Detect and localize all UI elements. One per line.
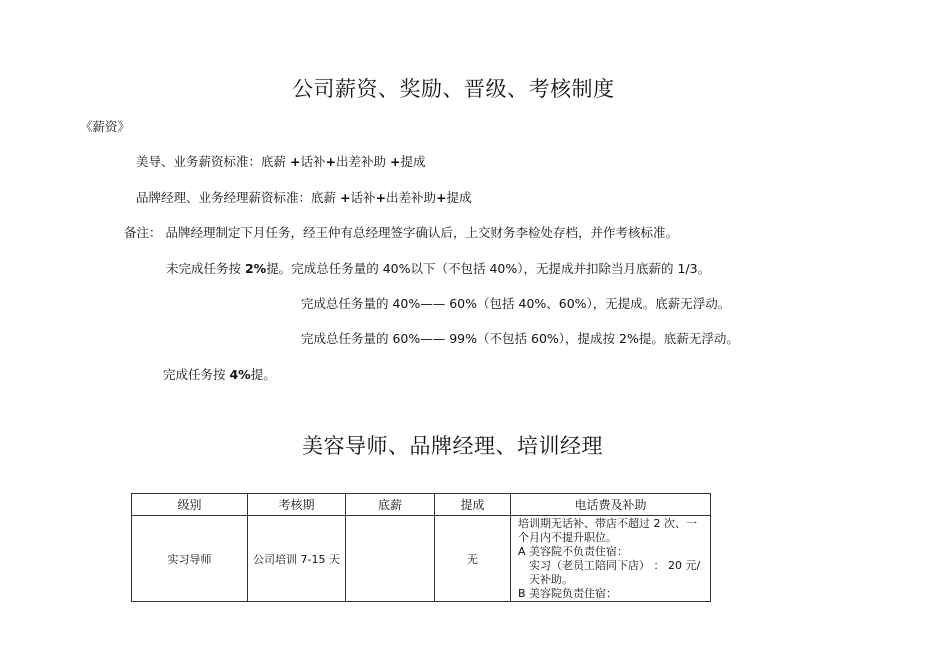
- salary-line-1-pre: 美导、业务薪资标准：底薪: [136, 154, 290, 169]
- salary-line-1-mid2: 出差补助: [335, 154, 390, 169]
- salary-line-2-mid2: 出差补助: [385, 190, 436, 205]
- rule-4-post: 提。: [250, 367, 276, 382]
- salary-line-1-post: 提成: [400, 154, 426, 169]
- header-allowance: 电话费及补助: [511, 494, 711, 516]
- cell-period: 公司培训 7-15 天: [248, 516, 346, 602]
- rule-4-rate: 4%: [229, 367, 251, 382]
- header-period: 考核期: [248, 494, 346, 516]
- salary-standard-line-1: [136, 152, 425, 170]
- salary-line-2-pre: 品牌经理、业务经理薪资标准：底薪: [136, 190, 340, 205]
- rule-1-rate: 2%: [244, 261, 267, 276]
- header-level: 级别: [132, 494, 248, 516]
- allowance-note-line: A 美容院不负责住宿：: [518, 545, 629, 558]
- rule-line-2: 完成总任务量的 40%—— 60%（包括 40%、60%），无提成。底薪无浮动。: [301, 296, 731, 311]
- plus-sign: +: [339, 190, 351, 205]
- plus-sign: +: [389, 154, 401, 169]
- rule-1-pre: 未完成任务按: [166, 261, 245, 276]
- rule-1-post: 提。完成总任务量的 40%以下（不包括 40%），无提成并扣除当月底薪的 1/3。: [266, 261, 711, 276]
- document-title: 公司薪资、奖励、晋级、考核制度: [292, 77, 615, 101]
- rule-4-pre: 完成任务按: [163, 367, 230, 382]
- section-heading-salary: 《薪资》: [80, 119, 131, 134]
- header-base: 底薪: [346, 494, 435, 516]
- salary-line-1-mid1: 话补: [300, 154, 326, 169]
- allowance-note-line: 实习（老员工陪同下店） ： 20 元/: [529, 559, 701, 572]
- remark-line: 备注： 品牌经理制定下月任务，经王仲有总经理签字确认后，上交财务李检处存档，并作考核标准。: [124, 225, 678, 240]
- plus-sign: +: [289, 154, 301, 169]
- plus-sign: +: [435, 190, 447, 205]
- allowance-note-line: 培训期无话补、带店不超过 2 次、一: [518, 517, 697, 530]
- section-title-roles: 美容导师、品牌经理、培训经理: [302, 434, 603, 458]
- salary-standard-line-2: [136, 188, 471, 206]
- table-row: [132, 516, 711, 602]
- allowance-note-line: 天补助。: [529, 573, 573, 586]
- rule-line-1: [166, 259, 710, 277]
- allowance-note-line: B 美容院负责住宿：: [518, 587, 618, 600]
- plus-sign: +: [325, 154, 336, 169]
- cell-allowance: [511, 516, 711, 602]
- rule-line-4: [163, 365, 276, 383]
- cell-level: 实习导师: [132, 516, 248, 602]
- cell-commission: 无: [435, 516, 511, 602]
- rule-line-3: 完成总任务量的 60%—— 99%（不包括 60%），提成按 2%提。底薪无浮动。: [301, 331, 739, 346]
- header-commission: 提成: [435, 494, 511, 516]
- salary-line-2-mid1: 话补: [350, 190, 376, 205]
- salary-table: [131, 493, 711, 602]
- table-header-row: [132, 494, 711, 516]
- plus-sign: +: [375, 190, 386, 205]
- salary-line-2-post: 提成: [446, 190, 472, 205]
- allowance-note-line: 个月内不提升职位。: [518, 531, 617, 544]
- cell-base: [346, 516, 435, 602]
